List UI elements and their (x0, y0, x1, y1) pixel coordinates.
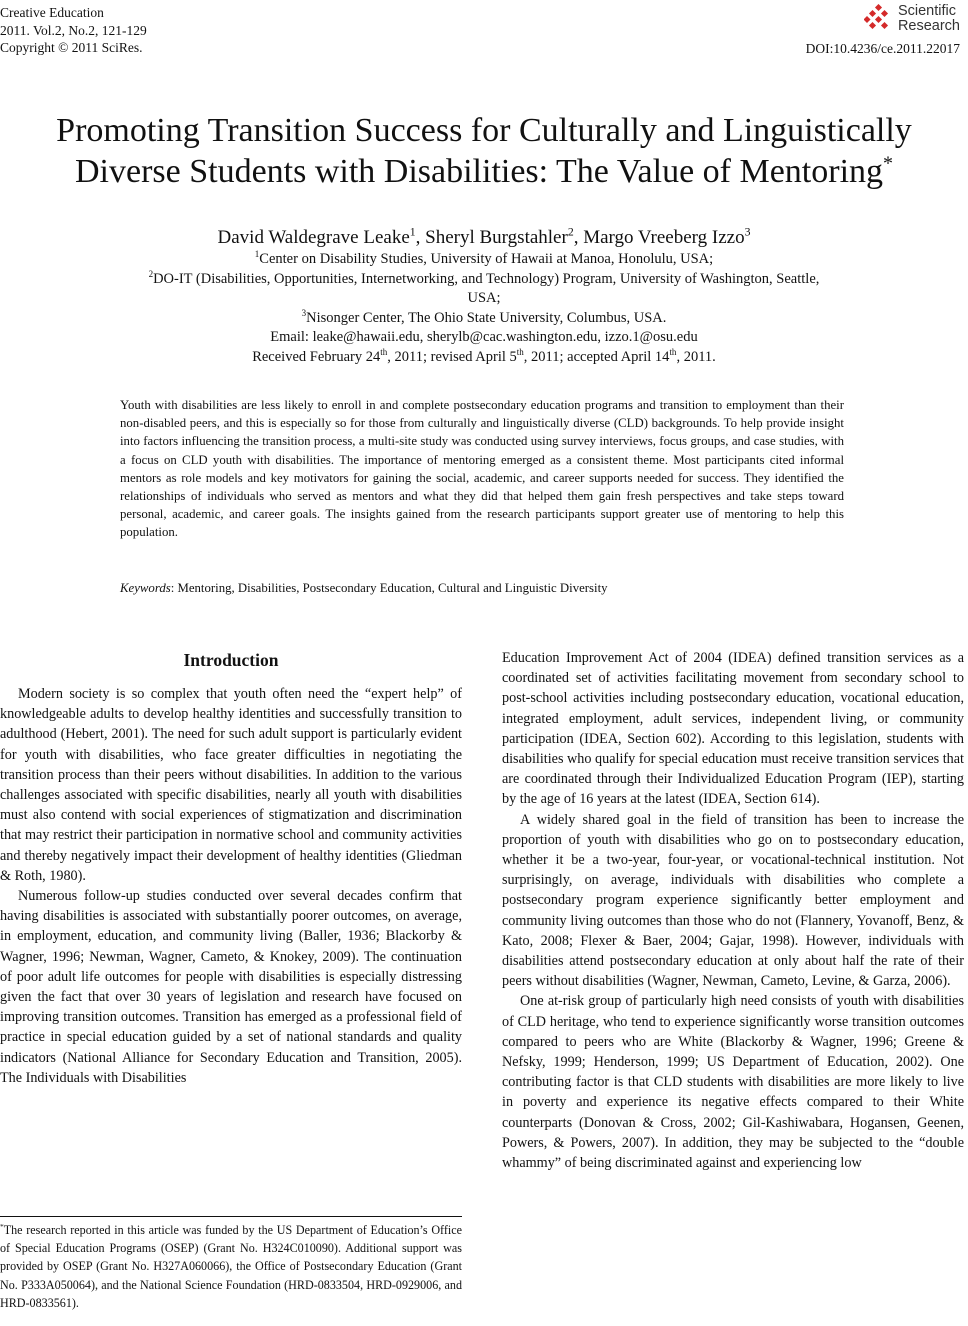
journal-name: Creative Education (0, 5, 104, 20)
author-3: Margo Vreeberg Izzo (583, 227, 745, 248)
article-title (0, 110, 968, 192)
affiliations (140, 250, 828, 367)
body-column-right (502, 648, 964, 1173)
publisher-name-line2: Research (897, 18, 960, 34)
body-column-left (0, 648, 462, 1088)
journal-volume: 2011. Vol.2, No.2, 121-129 (0, 22, 147, 38)
publisher-logo (806, 4, 960, 34)
affiliation-2: $^2$DO-IT (Disabilities, Opportunities, Internetworking, and Technology) Program, University of Washington, Seattle, USA; (148, 268, 820, 306)
title-footnote-mark: * (883, 152, 894, 175)
keywords-text: : Mentoring, Disabilities, Postsecondary Education, Cultural and Linguistic Diversity (170, 581, 608, 595)
affiliation-1: $^1$Center on Disability Studies, University of Hawaii at Manoa, Honolulu, USA; (254, 249, 714, 267)
publisher-header (806, 4, 960, 57)
title-line2: Diverse Students with Disabilities: The Value of Mentoring (74, 153, 884, 190)
paragraph-4: A widely shared goal in the field of transition has been to increase the proportion of youth with disabilities who go on to postsecondary education, whether it be a two-year, four-year, or vocational-technical institution. Not surprisingly, on average, individuals with disabilities who complete a postsecondary program experience significantly better employment and community living outcomes than those who do not (Flannery, Yovanoff, Benz, & Kato, 2008; Flexer & Baer, 2004; Gajar, 1998). However, individuals with disabilities attend postsecondary education at only about half the rate of their peers without disabilities (Wagner, Newman, Cameto, Levine, & Garza, 2006). (502, 811, 964, 990)
diamond-cluster-icon (864, 4, 894, 32)
keywords-label: Keywords (120, 581, 171, 595)
footnote-mark: * (0, 1221, 4, 1231)
paragraph-2: Numerous follow-up studies conducted over several decades confirm that having disabilities is associated with substantially poorer outcomes, on average, in employment, education, and community living (Baller, 1936; Blackorby & Wagner, 1996; Newman, Wagner, Cameto, & Knokey, 2009). The continuation of poor adult life outcomes for people with disabilities is especially distressing given the fact that over 30 years of legislation and research have focused on improving transition outcomes. Transition has emerged as a professional field of practice in special education guided by a set of national standards and quality indicators (National Alliance for Secondary Education and Transition, 2005). The Individuals with Disabilities (0, 888, 462, 1086)
paragraph-3: Education Improvement Act of 2004 (IDEA) defined transition services as a coordinated set of activities facilitating movement from secondary school to post-school activities including postsecondary education, vocational education, integrated employment, adult services, independent living, or community participation (IDEA, Section 602). According to this legislation, students with disabilities who qualify for special education must receive transition services that are coordinated through their Individualized Education Program (IEP), starting by the age of 16 years at the latest (IDEA, Section 614). (502, 650, 964, 808)
section-heading-introduction: Introduction (183, 650, 279, 670)
footnote (0, 1216, 462, 1312)
received-line: Received February 24th, 2011; revised April 5th, 2011; accepted April 14th, 2011. (252, 346, 716, 365)
author-list: David Waldegrave Leake$^1$, Sheryl Burgstahler$^2$, Margo Vreeberg Izzo$^3$ (217, 225, 751, 248)
email-line: Email: leake@hawaii.edu, sherylb@cac.washington.edu, izzo.1@osu.edu (270, 329, 698, 345)
publisher-name-line1: Scientific (897, 3, 956, 19)
journal-header (0, 4, 147, 57)
paragraph-5: One at-risk group of particularly high need consists of youth with disabilities of CLD heritage, who tend to experience significantly worse transition outcomes compared to peers who are White (Blackorby & Wagner, 1996; Greene & Nefsky, 1999; Henderson, 1999; US Department of Education, 2002). One contributing factor is that CLD students with disabilities are more likely to live in poverty and experience its negative effects compared to their White counterparts (Donovan & Cross, 2002; Gil-Kashiwabara, Hogansen, Geenen, Powers, & Powers, 2007). In addition, they may be subjected to the “double whammy” of being discriminated against and experiencing low (502, 993, 964, 1172)
affiliation-3: $^3$Nisonger Center, The Ohio State University, Columbus, USA. (301, 307, 667, 326)
author-2: Sheryl Burgstahler (425, 227, 568, 248)
paragraph-1: Modern society is so complex that youth often need the “expert help” of knowledgeable adults to develop healthy identities and successfully transition to adulthood (Hebert, 2001). The need for such adult support is particularly evident for youth with disabilities, who face greater difficulties in negotiating the transition process than their peers without disabilities. In addition to the various challenges associated with specific disabilities, nearly all youth with disabilities must also contend with social experiences of stigmatization and discrimination that may restrict their participation in normative school and community activities and thereby negatively impact their development of healthy identities (Gliedman & Roth, 1980). (0, 686, 462, 884)
author-1: David Waldegrave Leake (217, 227, 410, 248)
title-line1: Promoting Transition Success for Culturally and Linguistically (56, 112, 912, 149)
abstract: Youth with disabilities are less likely to enroll in and complete postsecondary education programs and transition to employment than their non-disabled peers, and this is especially so for those from culturally and linguistically diverse (CLD) backgrounds. To help provide insight into factors influencing the transition process, a multi-site study was conducted using survey interviews, focus groups, and case studies, with a focus on CLD youth with disabilities. The importance of mentoring emerged as a consistent theme. Most participants cited informal mentors as role models and key motivators for gaining the social, academic, and career supports needed for success. They identified the relationships of individuals who served as mentors and what they did that helped them gain fresh perspectives and take steps toward personal, academic, and career goals. The insights gained from the research participants support greater use of mentoring to help this population. (120, 398, 844, 540)
doi: DOI:10.4236/ce.2011.22017 (805, 41, 960, 56)
keywords (120, 579, 844, 597)
journal-copyright: Copyright © 2011 SciRes. (0, 40, 143, 55)
footnote-text: The research reported in this article was funded by the US Department of Education’s Office of Special Education Programs (OSEP) (Grant No. H324C010090). Additional support was provided by OSEP (Grant No. H327A060066), the Office of Postsecondary Education (Grant No. P333A050064), and the National Science Foundation (HRD-0833504, HRD-0929006, and HRD-0833561). (0, 1223, 462, 1310)
